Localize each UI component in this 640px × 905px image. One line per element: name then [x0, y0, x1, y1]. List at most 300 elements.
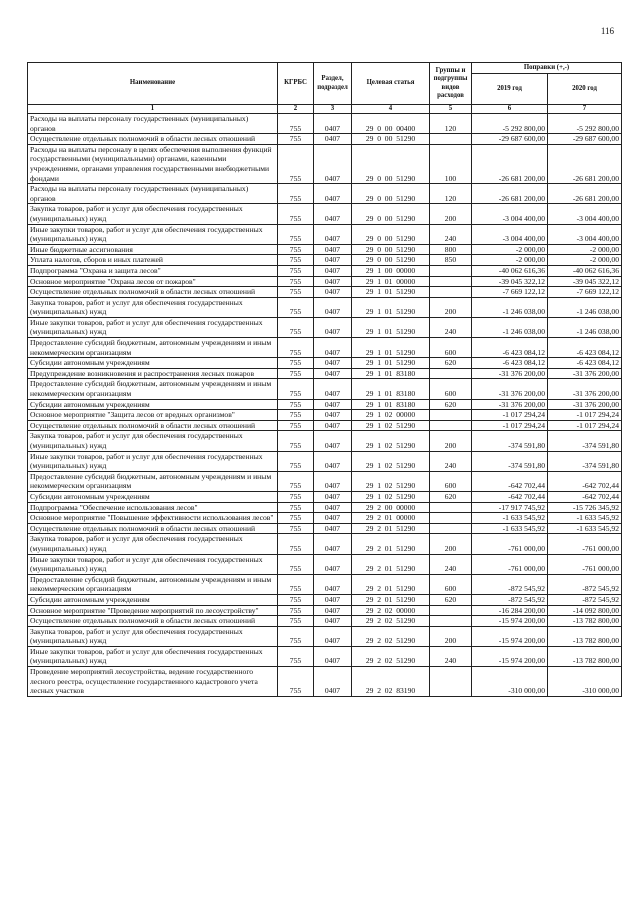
row-name: Осуществление отдельных полномочий в области лесных отношений [28, 420, 278, 431]
row-name: Иные закупки товаров, работ и услуг для обеспечения государственных (муниципальных) нужд [28, 646, 278, 666]
row-razdel: 0407 [314, 471, 352, 491]
row-target-article: 29 0 00 00400 [352, 114, 430, 134]
table-row [28, 134, 622, 145]
table-row [28, 431, 622, 451]
row-kgrbs: 755 [278, 287, 314, 298]
row-amount-2019: -26 681 200,00 [472, 144, 548, 183]
row-kgrbs: 755 [278, 554, 314, 574]
table-row [28, 491, 622, 502]
row-kgrbs: 755 [278, 574, 314, 594]
row-amount-2020: -374 591,80 [548, 431, 622, 451]
row-razdel: 0407 [314, 420, 352, 431]
row-expense-group [430, 605, 472, 616]
row-amount-2020: -5 292 800,00 [548, 114, 622, 134]
row-target-article: 29 1 01 51290 [352, 358, 430, 369]
header-target-article: Целевая статья [352, 63, 430, 105]
row-target-article: 29 1 01 83180 [352, 379, 430, 399]
row-razdel: 0407 [314, 605, 352, 616]
table-row [28, 184, 622, 204]
row-name: Осуществление отдельных полномочий в области лесных отношений [28, 523, 278, 534]
row-kgrbs: 755 [278, 379, 314, 399]
row-razdel: 0407 [314, 399, 352, 410]
row-kgrbs: 755 [278, 244, 314, 255]
row-expense-group: 620 [430, 399, 472, 410]
row-name: Расходы на выплаты персоналу государственных (муниципальных) органов [28, 114, 278, 134]
header-kgrbs: КГРБС [278, 63, 314, 105]
col-num-2: 2 [278, 105, 314, 114]
row-target-article: 29 2 01 00000 [352, 513, 430, 524]
row-expense-group [430, 287, 472, 298]
col-num-6: 6 [472, 105, 548, 114]
row-razdel: 0407 [314, 134, 352, 145]
row-amount-2020: -872 545,92 [548, 574, 622, 594]
row-name: Субсидии автономным учреждениям [28, 491, 278, 502]
row-target-article: 29 2 01 51290 [352, 523, 430, 534]
row-expense-group [430, 616, 472, 627]
row-target-article: 29 1 01 83180 [352, 399, 430, 410]
row-amount-2020: -31 376 200,00 [548, 368, 622, 379]
row-expense-group [430, 523, 472, 534]
row-amount-2020: -14 092 800,00 [548, 605, 622, 616]
table-row [28, 204, 622, 224]
row-expense-group: 850 [430, 255, 472, 266]
row-kgrbs: 755 [278, 297, 314, 317]
row-amount-2020: -1 017 294,24 [548, 410, 622, 421]
row-amount-2020: -31 376 200,00 [548, 399, 622, 410]
row-amount-2019: -310 000,00 [472, 667, 548, 697]
row-amount-2019: -7 669 122,12 [472, 287, 548, 298]
header-razdel: Раздел, подраздел [314, 63, 352, 105]
row-razdel: 0407 [314, 502, 352, 513]
row-razdel: 0407 [314, 338, 352, 358]
row-razdel: 0407 [314, 431, 352, 451]
row-kgrbs: 755 [278, 513, 314, 524]
row-kgrbs: 755 [278, 114, 314, 134]
col-num-3: 3 [314, 105, 352, 114]
table-row [28, 554, 622, 574]
col-num-4: 4 [352, 105, 430, 114]
table-body [28, 114, 622, 697]
row-amount-2019: -2 000,00 [472, 244, 548, 255]
row-name: Закупка товаров, работ и услуг для обеспечения государственных (муниципальных) нужд [28, 204, 278, 224]
row-name: Субсидии автономным учреждениям [28, 594, 278, 605]
row-name: Предупреждение возникновения и распространения лесных пожаров [28, 368, 278, 379]
row-target-article: 29 2 01 51290 [352, 534, 430, 554]
row-expense-group: 120 [430, 114, 472, 134]
row-target-article: 29 2 02 83190 [352, 667, 430, 697]
row-target-article: 29 0 00 51290 [352, 204, 430, 224]
row-razdel: 0407 [314, 114, 352, 134]
row-amount-2020: -13 782 800,00 [548, 646, 622, 666]
table-row [28, 616, 622, 627]
row-razdel: 0407 [314, 184, 352, 204]
row-razdel: 0407 [314, 276, 352, 287]
row-expense-group: 620 [430, 594, 472, 605]
row-kgrbs: 755 [278, 646, 314, 666]
row-razdel: 0407 [314, 513, 352, 524]
row-kgrbs: 755 [278, 399, 314, 410]
row-kgrbs: 755 [278, 204, 314, 224]
row-amount-2020: -761 000,00 [548, 554, 622, 574]
row-amount-2019: -5 292 800,00 [472, 114, 548, 134]
row-amount-2019: -872 545,92 [472, 574, 548, 594]
row-razdel: 0407 [314, 317, 352, 337]
row-expense-group: 620 [430, 491, 472, 502]
row-target-article: 29 2 00 00000 [352, 502, 430, 513]
table-row [28, 338, 622, 358]
row-kgrbs: 755 [278, 616, 314, 627]
row-amount-2019: -761 000,00 [472, 534, 548, 554]
table-row [28, 144, 622, 183]
row-razdel: 0407 [314, 255, 352, 266]
row-amount-2020: -1 246 038,00 [548, 317, 622, 337]
table-row [28, 399, 622, 410]
table-row [28, 244, 622, 255]
row-amount-2020: -26 681 200,00 [548, 144, 622, 183]
row-amount-2019: -1 633 545,92 [472, 513, 548, 524]
row-razdel: 0407 [314, 616, 352, 627]
row-kgrbs: 755 [278, 605, 314, 616]
table-row [28, 114, 622, 134]
row-amount-2019: -6 423 084,12 [472, 338, 548, 358]
table-row [28, 276, 622, 287]
row-amount-2020: -6 423 084,12 [548, 338, 622, 358]
table-row [28, 513, 622, 524]
row-amount-2019: -3 004 400,00 [472, 224, 548, 244]
row-name: Иные бюджетные ассигнования [28, 244, 278, 255]
row-name: Предоставление субсидий бюджетным, автономным учреждениям и иным некоммерческим организациям [28, 471, 278, 491]
row-target-article: 29 2 02 51290 [352, 646, 430, 666]
row-expense-group: 240 [430, 646, 472, 666]
row-razdel: 0407 [314, 368, 352, 379]
row-razdel: 0407 [314, 244, 352, 255]
table-row [28, 626, 622, 646]
row-razdel: 0407 [314, 667, 352, 697]
row-expense-group: 600 [430, 338, 472, 358]
table-row [28, 379, 622, 399]
row-target-article: 29 0 00 51290 [352, 144, 430, 183]
row-expense-group [430, 368, 472, 379]
row-target-article: 29 2 02 51290 [352, 616, 430, 627]
row-target-article: 29 1 01 51290 [352, 297, 430, 317]
row-amount-2019: -6 423 084,12 [472, 358, 548, 369]
row-target-article: 29 0 00 51290 [352, 244, 430, 255]
row-target-article: 29 2 02 00000 [352, 605, 430, 616]
table-row [28, 594, 622, 605]
row-name: Закупка товаров, работ и услуг для обеспечения государственных (муниципальных) нужд [28, 431, 278, 451]
row-name: Осуществление отдельных полномочий в области лесных отношений [28, 616, 278, 627]
row-amount-2020: -13 782 800,00 [548, 626, 622, 646]
row-target-article: 29 1 02 51290 [352, 451, 430, 471]
row-amount-2019: -1 246 038,00 [472, 297, 548, 317]
row-expense-group [430, 276, 472, 287]
row-amount-2020: -39 045 322,12 [548, 276, 622, 287]
row-amount-2020: -3 004 400,00 [548, 204, 622, 224]
row-kgrbs: 755 [278, 255, 314, 266]
table-row [28, 410, 622, 421]
col-num-7: 7 [548, 105, 622, 114]
row-kgrbs: 755 [278, 265, 314, 276]
row-kgrbs: 755 [278, 502, 314, 513]
row-amount-2019: -1 633 545,92 [472, 523, 548, 534]
table-row [28, 667, 622, 697]
table-row [28, 605, 622, 616]
row-razdel: 0407 [314, 144, 352, 183]
row-amount-2019: -31 376 200,00 [472, 399, 548, 410]
row-amount-2019: -374 591,80 [472, 431, 548, 451]
table-row [28, 255, 622, 266]
row-name: Основное мероприятие "Защита лесов от вредных организмов" [28, 410, 278, 421]
row-target-article: 29 2 01 51290 [352, 594, 430, 605]
row-kgrbs: 755 [278, 431, 314, 451]
row-amount-2019: -15 974 200,00 [472, 646, 548, 666]
row-expense-group [430, 502, 472, 513]
row-amount-2019: -16 284 200,00 [472, 605, 548, 616]
row-amount-2020: -6 423 084,12 [548, 358, 622, 369]
row-target-article: 29 1 01 83180 [352, 368, 430, 379]
row-target-article: 29 1 02 51290 [352, 491, 430, 502]
table-row [28, 523, 622, 534]
row-amount-2019: -15 974 200,00 [472, 616, 548, 627]
row-expense-group: 800 [430, 244, 472, 255]
row-name: Субсидии автономным учреждениям [28, 399, 278, 410]
row-expense-group: 240 [430, 224, 472, 244]
row-name: Закупка товаров, работ и услуг для обеспечения государственных (муниципальных) нужд [28, 626, 278, 646]
row-expense-group: 240 [430, 317, 472, 337]
row-amount-2019: -642 702,44 [472, 471, 548, 491]
row-amount-2020: -7 669 122,12 [548, 287, 622, 298]
row-target-article: 29 0 00 51290 [352, 134, 430, 145]
row-name: Предоставление субсидий бюджетным, автономным учреждениям и иным некоммерческим организациям [28, 574, 278, 594]
row-amount-2019: -1 246 038,00 [472, 317, 548, 337]
row-name: Закупка товаров, работ и услуг для обеспечения государственных (муниципальных) нужд [28, 534, 278, 554]
row-expense-group: 240 [430, 451, 472, 471]
row-expense-group: 600 [430, 574, 472, 594]
row-expense-group: 200 [430, 204, 472, 224]
row-amount-2019: -1 017 294,24 [472, 410, 548, 421]
row-expense-group [430, 513, 472, 524]
row-amount-2019: -29 687 600,00 [472, 134, 548, 145]
row-target-article: 29 1 02 51290 [352, 420, 430, 431]
row-expense-group: 200 [430, 431, 472, 451]
row-name: Субсидии автономным учреждениям [28, 358, 278, 369]
row-amount-2019: -39 045 322,12 [472, 276, 548, 287]
row-expense-group: 120 [430, 184, 472, 204]
row-target-article: 29 1 01 51290 [352, 317, 430, 337]
table-row [28, 534, 622, 554]
row-name: Основное мероприятие "Охрана лесов от пожаров" [28, 276, 278, 287]
row-amount-2019: -31 376 200,00 [472, 379, 548, 399]
row-amount-2020: -26 681 200,00 [548, 184, 622, 204]
table-row [28, 317, 622, 337]
row-razdel: 0407 [314, 287, 352, 298]
row-razdel: 0407 [314, 626, 352, 646]
row-name: Подпрограмма "Охрана и защита лесов" [28, 265, 278, 276]
row-amount-2020: -761 000,00 [548, 534, 622, 554]
table-row [28, 451, 622, 471]
row-amount-2019: -374 591,80 [472, 451, 548, 471]
row-razdel: 0407 [314, 224, 352, 244]
row-razdel: 0407 [314, 410, 352, 421]
row-amount-2020: -1 017 294,24 [548, 420, 622, 431]
row-kgrbs: 755 [278, 471, 314, 491]
table-row [28, 297, 622, 317]
row-expense-group: 200 [430, 626, 472, 646]
row-name: Уплата налогов, сборов и иных платежей [28, 255, 278, 266]
row-amount-2020: -872 545,92 [548, 594, 622, 605]
table-row [28, 224, 622, 244]
row-amount-2019: -2 000,00 [472, 255, 548, 266]
column-numbers-row [28, 105, 622, 114]
row-name: Иные закупки товаров, работ и услуг для обеспечения государственных (муниципальных) нужд [28, 451, 278, 471]
page-number: 116 [600, 26, 614, 36]
row-name: Расходы на выплаты персоналу в целях обеспечения выполнения функций государственными (муниципальными) органами, казенными учреждениями, органами управления государственными внебюджетными фондами [28, 144, 278, 183]
row-kgrbs: 755 [278, 667, 314, 697]
row-name: Иные закупки товаров, работ и услуг для обеспечения государственных (муниципальных) нужд [28, 554, 278, 574]
row-kgrbs: 755 [278, 134, 314, 145]
row-target-article: 29 0 00 51290 [352, 224, 430, 244]
header-name: Наименование [28, 63, 278, 105]
table-row [28, 471, 622, 491]
row-name: Иные закупки товаров, работ и услуг для обеспечения государственных (муниципальных) нужд [28, 224, 278, 244]
row-razdel: 0407 [314, 297, 352, 317]
row-name: Расходы на выплаты персоналу государственных (муниципальных) органов [28, 184, 278, 204]
row-kgrbs: 755 [278, 626, 314, 646]
row-name: Осуществление отдельных полномочий в области лесных отношений [28, 287, 278, 298]
row-amount-2019: -761 000,00 [472, 554, 548, 574]
table-row [28, 368, 622, 379]
table-row [28, 287, 622, 298]
row-kgrbs: 755 [278, 410, 314, 421]
row-amount-2020: -1 633 545,92 [548, 513, 622, 524]
row-amount-2019: -31 376 200,00 [472, 368, 548, 379]
row-name: Иные закупки товаров, работ и услуг для обеспечения государственных (муниципальных) нужд [28, 317, 278, 337]
table-row [28, 358, 622, 369]
header-row-top [28, 63, 622, 74]
row-target-article: 29 2 01 51290 [352, 574, 430, 594]
table-row [28, 265, 622, 276]
row-amount-2020: -1 633 545,92 [548, 523, 622, 534]
row-expense-group [430, 410, 472, 421]
row-razdel: 0407 [314, 523, 352, 534]
row-amount-2019: -40 062 616,36 [472, 265, 548, 276]
col-num-5: 5 [430, 105, 472, 114]
row-amount-2020: -13 782 800,00 [548, 616, 622, 627]
row-kgrbs: 755 [278, 451, 314, 471]
row-kgrbs: 755 [278, 368, 314, 379]
row-amount-2019: -3 004 400,00 [472, 204, 548, 224]
row-razdel: 0407 [314, 646, 352, 666]
row-target-article: 29 1 02 51290 [352, 431, 430, 451]
budget-amendments-table [27, 62, 622, 697]
row-name: Предоставление субсидий бюджетным, автономным учреждениям и иным некоммерческим организациям [28, 338, 278, 358]
table-row [28, 502, 622, 513]
row-razdel: 0407 [314, 594, 352, 605]
header-expense-group: Группы и подгруппы видов расходов [430, 63, 472, 105]
row-amount-2020: -2 000,00 [548, 244, 622, 255]
row-amount-2019: -872 545,92 [472, 594, 548, 605]
row-amount-2020: -642 702,44 [548, 491, 622, 502]
row-amount-2020: -31 376 200,00 [548, 379, 622, 399]
row-name: Проведение мероприятий лесоустройства, ведение государственного лесного реестра, осуществление государственного кадастрового учета лесных участков [28, 667, 278, 697]
row-amount-2020: -3 004 400,00 [548, 224, 622, 244]
header-year-2020: 2020 год [548, 74, 622, 105]
row-name: Закупка товаров, работ и услуг для обеспечения государственных (муниципальных) нужд [28, 297, 278, 317]
row-amount-2019: -1 017 294,24 [472, 420, 548, 431]
row-target-article: 29 1 02 00000 [352, 410, 430, 421]
row-name: Подпрограмма "Обеспечение использования лесов" [28, 502, 278, 513]
row-razdel: 0407 [314, 265, 352, 276]
col-num-1: 1 [28, 105, 278, 114]
row-target-article: 29 1 01 51290 [352, 287, 430, 298]
header-amendments: Поправки (+,-) [472, 63, 622, 74]
row-expense-group: 200 [430, 297, 472, 317]
row-amount-2020: -15 726 345,92 [548, 502, 622, 513]
row-amount-2019: -15 974 200,00 [472, 626, 548, 646]
row-target-article: 29 1 00 00000 [352, 265, 430, 276]
row-amount-2020: -374 591,80 [548, 451, 622, 471]
row-razdel: 0407 [314, 554, 352, 574]
row-target-article: 29 0 00 51290 [352, 255, 430, 266]
row-kgrbs: 755 [278, 317, 314, 337]
row-expense-group: 100 [430, 144, 472, 183]
row-name: Основное мероприятие "Повышение эффективности использования лесов" [28, 513, 278, 524]
row-kgrbs: 755 [278, 534, 314, 554]
row-target-article: 29 1 01 00000 [352, 276, 430, 287]
row-amount-2020: -29 687 600,00 [548, 134, 622, 145]
row-kgrbs: 755 [278, 594, 314, 605]
row-expense-group [430, 420, 472, 431]
row-razdel: 0407 [314, 574, 352, 594]
row-name: Предоставление субсидий бюджетным, автономным учреждениям и иным некоммерческим организациям [28, 379, 278, 399]
row-amount-2020: -2 000,00 [548, 255, 622, 266]
row-kgrbs: 755 [278, 420, 314, 431]
row-kgrbs: 755 [278, 491, 314, 502]
row-amount-2020: -40 062 616,36 [548, 265, 622, 276]
row-target-article: 29 2 01 51290 [352, 554, 430, 574]
table-row [28, 574, 622, 594]
row-target-article: 29 1 01 51290 [352, 338, 430, 358]
row-expense-group: 200 [430, 534, 472, 554]
row-expense-group [430, 667, 472, 697]
row-kgrbs: 755 [278, 276, 314, 287]
row-amount-2019: -26 681 200,00 [472, 184, 548, 204]
row-expense-group [430, 134, 472, 145]
row-razdel: 0407 [314, 534, 352, 554]
row-kgrbs: 755 [278, 144, 314, 183]
row-expense-group [430, 265, 472, 276]
row-expense-group: 600 [430, 471, 472, 491]
row-razdel: 0407 [314, 358, 352, 369]
row-kgrbs: 755 [278, 358, 314, 369]
row-target-article: 29 1 02 51290 [352, 471, 430, 491]
row-expense-group: 600 [430, 379, 472, 399]
row-kgrbs: 755 [278, 184, 314, 204]
table-row [28, 646, 622, 666]
row-kgrbs: 755 [278, 224, 314, 244]
row-amount-2019: -642 702,44 [472, 491, 548, 502]
row-target-article: 29 0 00 51290 [352, 184, 430, 204]
row-name: Основное мероприятие "Проведение мероприятий по лесоустройству" [28, 605, 278, 616]
row-amount-2020: -1 246 038,00 [548, 297, 622, 317]
row-razdel: 0407 [314, 491, 352, 502]
row-amount-2019: -17 917 745,92 [472, 502, 548, 513]
row-name: Осуществление отдельных полномочий в области лесных отношений [28, 134, 278, 145]
row-expense-group: 240 [430, 554, 472, 574]
row-razdel: 0407 [314, 204, 352, 224]
row-target-article: 29 2 02 51290 [352, 626, 430, 646]
row-amount-2020: -310 000,00 [548, 667, 622, 697]
